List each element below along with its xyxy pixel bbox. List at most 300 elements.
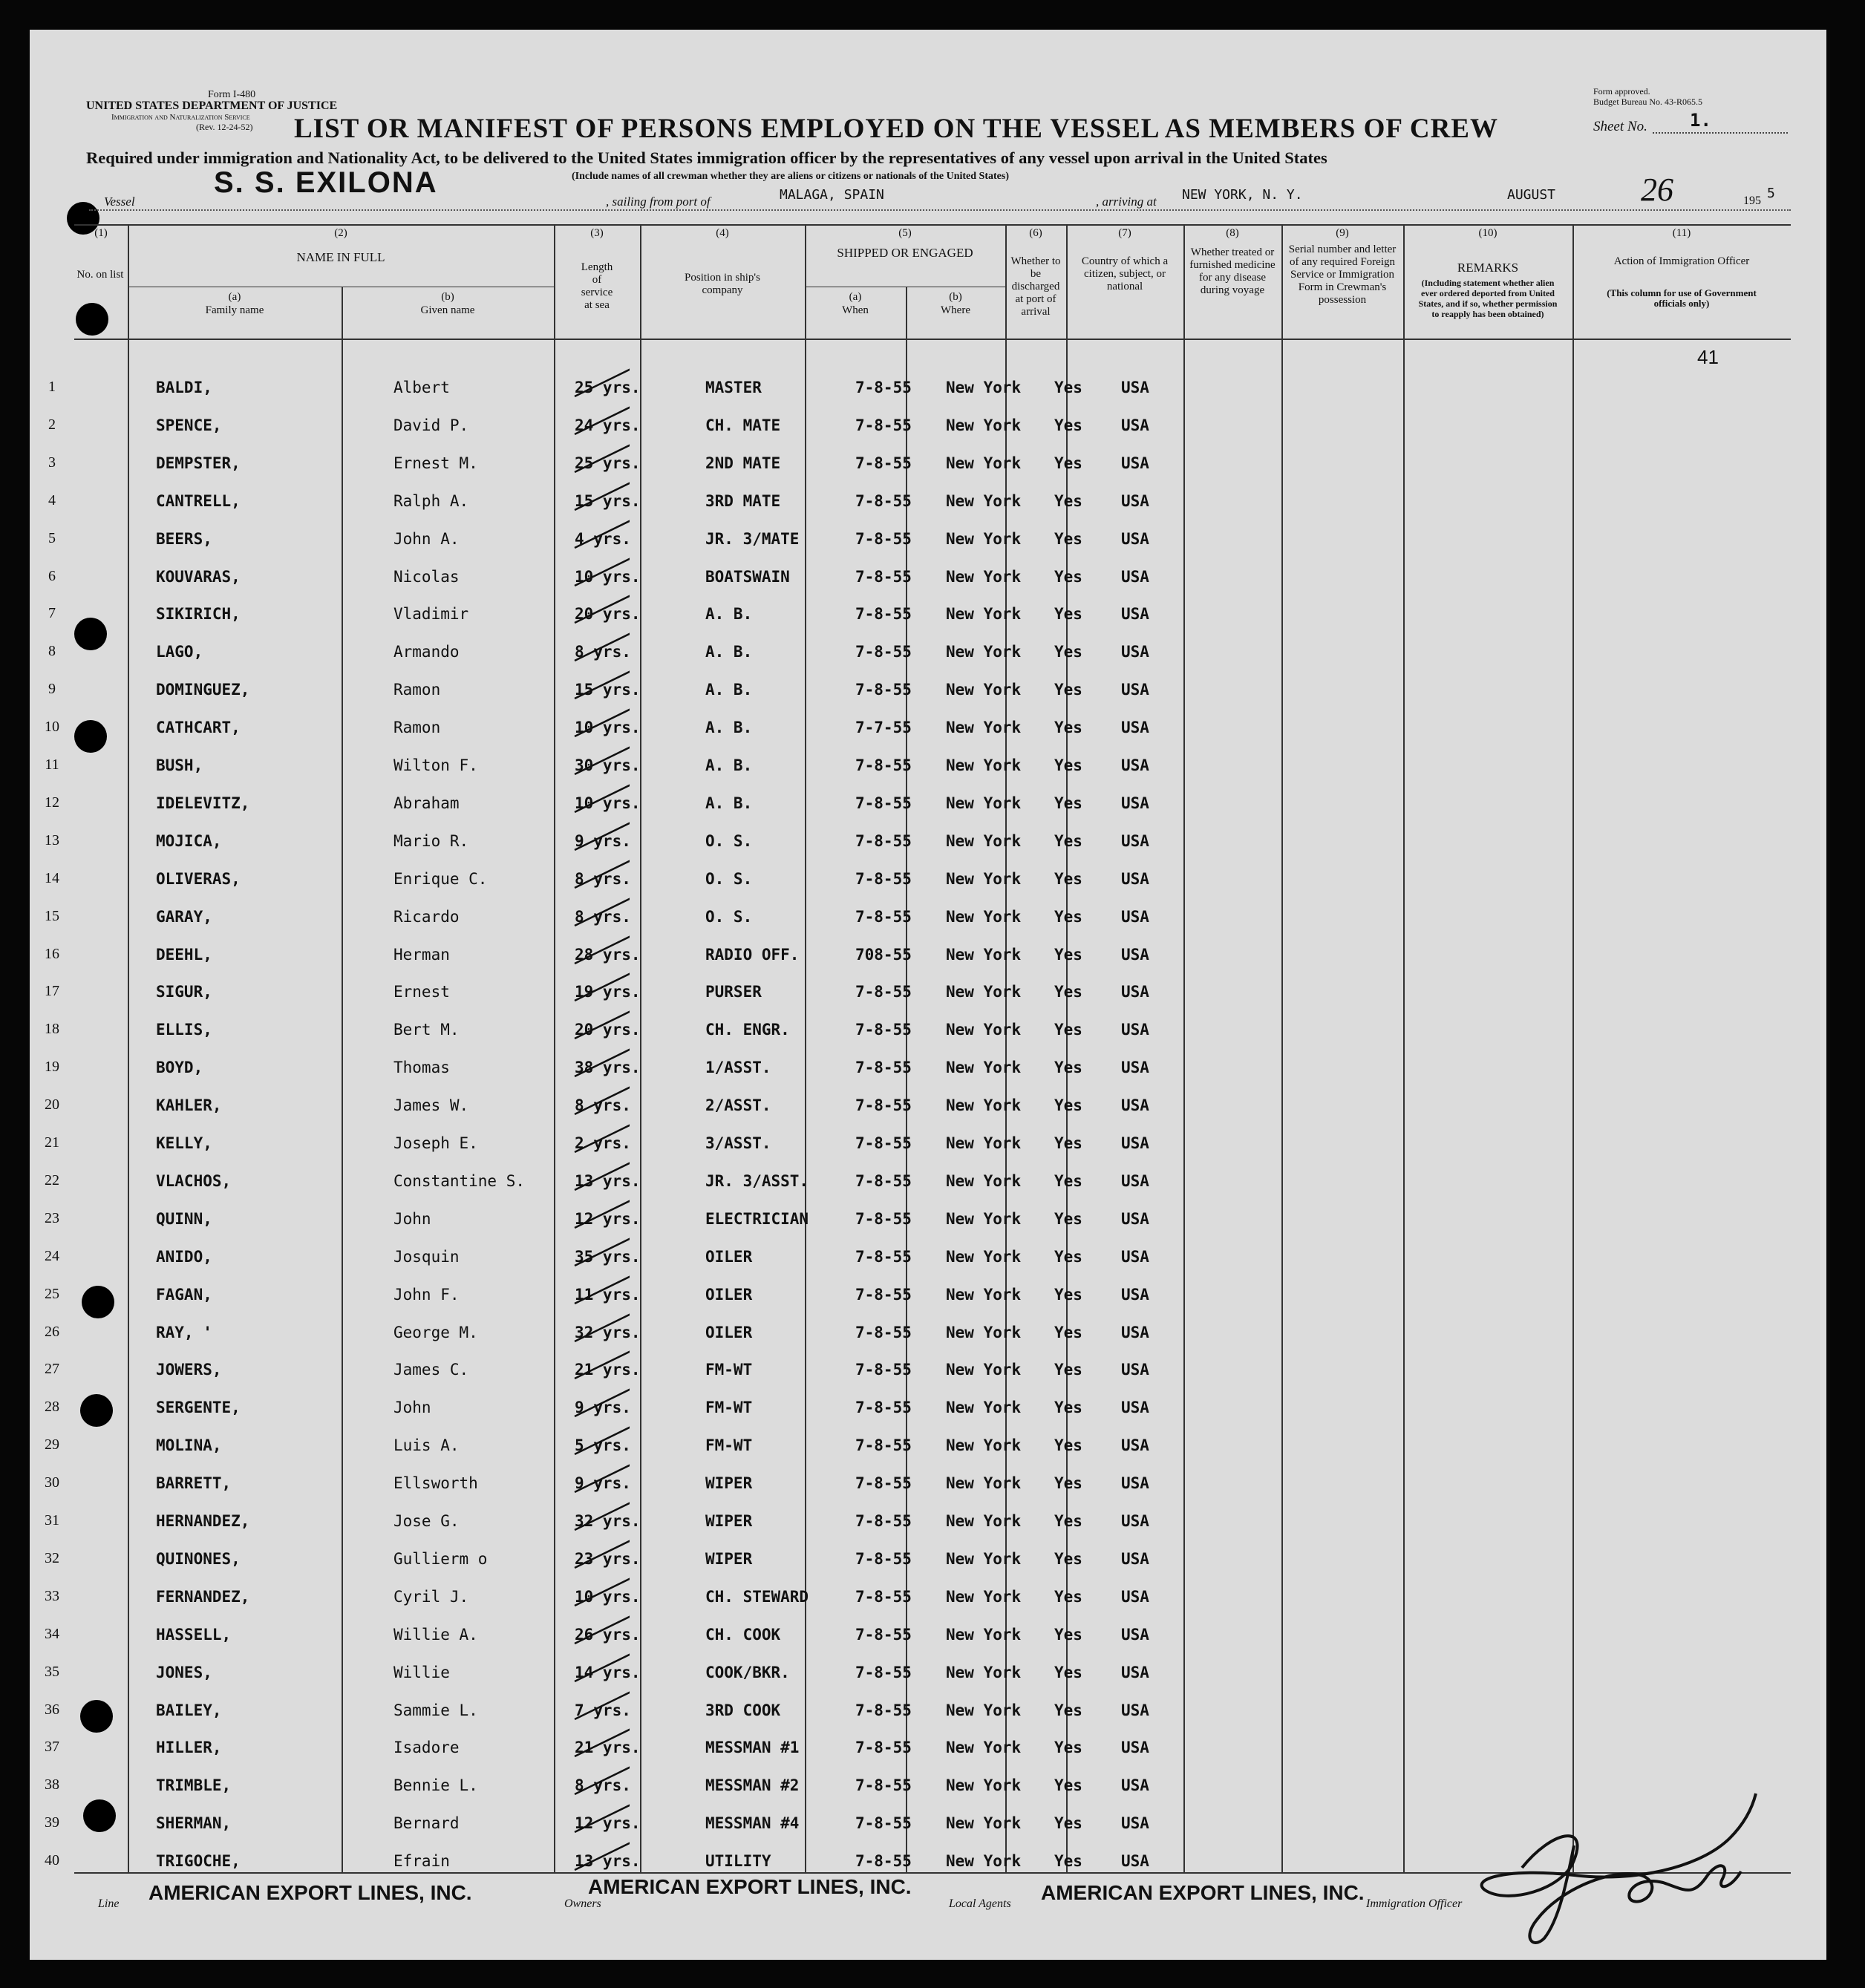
cell-country: USA: [1121, 1436, 1149, 1455]
cell-given: Jose G.: [393, 1512, 460, 1530]
agents-label: Local Agents: [949, 1897, 1011, 1910]
cell-no: 4: [48, 491, 56, 509]
cell-position: JR. 3/MATE: [705, 529, 800, 548]
arrival-year-prefix: 195: [1743, 194, 1761, 207]
cell-where: New York: [946, 1776, 1022, 1795]
cell-given: Ellsworth: [393, 1474, 478, 1493]
cell-position: A. B.: [705, 756, 753, 774]
cell-position: O. S.: [705, 869, 753, 888]
cell-position: COOK/BKR.: [705, 1663, 790, 1681]
col-5-number: (5): [898, 227, 912, 239]
table-row: [48, 599, 1789, 636]
cell-discharged: Yes: [1054, 1399, 1082, 1417]
cell-service: 11 yrs.: [575, 1285, 641, 1304]
cell-when: 7-8-55: [855, 1474, 912, 1493]
cell-family: OLIVERAS,: [156, 869, 241, 888]
cell-country: USA: [1121, 1096, 1149, 1115]
revision: (Rev. 12-24-52): [196, 122, 253, 132]
cell-discharged: Yes: [1054, 1852, 1082, 1871]
cell-where: New York: [946, 605, 1022, 624]
col-6-number: (6): [1029, 227, 1042, 239]
cell-position: A. B.: [705, 794, 753, 812]
sailing-label: , sailing from port of: [606, 194, 711, 209]
cell-when: 7-8-55: [855, 1361, 912, 1379]
cell-when: 7-8-55: [855, 379, 912, 396]
table-row: [45, 788, 1789, 825]
cell-discharged: Yes: [1054, 454, 1082, 472]
cell-no: 3: [48, 454, 56, 471]
cell-given: James C.: [393, 1361, 469, 1379]
cell-discharged: Yes: [1054, 983, 1082, 1001]
cell-where: New York: [946, 1852, 1022, 1871]
cell-discharged: Yes: [1054, 1739, 1082, 1757]
cell-position: 1/ASST.: [705, 1059, 771, 1077]
cell-family: DEEHL,: [156, 945, 212, 964]
cell-family: MOJICA,: [156, 831, 222, 850]
officer-label: Immigration Officer: [1366, 1897, 1463, 1910]
cell-where: New York: [946, 681, 1022, 699]
cell-position: A. B.: [705, 605, 753, 624]
cell-position: OILER: [705, 1323, 753, 1341]
col-2-header: NAME IN FULL: [296, 250, 385, 264]
col-4-number: (4): [716, 227, 729, 239]
cell-family: SIGUR,: [156, 983, 212, 1001]
cell-when: 7-8-55: [855, 643, 912, 661]
col-2b-header: Given name: [420, 304, 475, 316]
arriving-label: , arriving at: [1096, 194, 1157, 209]
cell-where: New York: [946, 1399, 1022, 1417]
cell-where: New York: [946, 1474, 1022, 1493]
cell-no: 2: [48, 416, 56, 433]
cell-no: 10: [45, 719, 59, 736]
cell-service: 9 yrs.: [575, 1399, 631, 1417]
table-row: [45, 902, 1789, 939]
department: UNITED STATES DEPARTMENT OF JUSTICE: [86, 99, 338, 112]
cell-when: 7-8-55: [855, 454, 912, 472]
cell-where: New York: [946, 1814, 1022, 1833]
cell-family: GARAY,: [156, 907, 212, 926]
cell-country: USA: [1121, 1814, 1149, 1833]
cell-family: HASSELL,: [156, 1625, 232, 1644]
cell-given: Ramon: [393, 719, 441, 737]
cell-service: 30 yrs.: [575, 756, 641, 774]
cell-family: SERGENTE,: [156, 1399, 241, 1417]
line-label: Line: [98, 1897, 120, 1910]
cell-given: Ernest M.: [393, 454, 478, 472]
cell-when: 7-8-55: [855, 1549, 912, 1568]
cell-discharged: Yes: [1054, 1587, 1082, 1606]
cell-country: USA: [1121, 491, 1149, 510]
table-row: [48, 486, 1789, 523]
cell-position: 3RD COOK: [705, 1701, 781, 1719]
cell-given: Abraham: [393, 794, 460, 812]
cell-country: USA: [1121, 831, 1149, 850]
table-row: [45, 1620, 1789, 1657]
cell-country: USA: [1121, 719, 1149, 737]
cell-country: USA: [1121, 1323, 1149, 1341]
cell-service: 12 yrs.: [575, 1814, 641, 1833]
cell-family: FERNANDEZ,: [156, 1587, 250, 1606]
cell-no: 6: [48, 567, 56, 584]
cell-no: 29: [45, 1436, 59, 1454]
cell-service: 8 yrs.: [575, 1776, 631, 1795]
punch-hole: [74, 618, 107, 650]
cell-given: Josquin: [393, 1247, 460, 1266]
approval-line-1: Form approved.: [1593, 86, 1650, 97]
cell-where: New York: [946, 907, 1022, 926]
cell-family: RAY, ': [156, 1323, 212, 1341]
vessel-underline: [89, 209, 1791, 211]
cell-family: JOWERS,: [156, 1361, 222, 1379]
col-2a-header: Family name: [205, 304, 264, 316]
cell-service: 8 yrs.: [575, 869, 631, 888]
cell-country: USA: [1121, 1474, 1149, 1493]
cell-no: 37: [45, 1739, 59, 1756]
cell-family: ELLIS,: [156, 1021, 212, 1039]
cell-service: 19 yrs.: [575, 983, 641, 1001]
col-1-number: (1): [94, 227, 108, 239]
cell-no: 27: [45, 1361, 59, 1378]
cell-country: USA: [1121, 454, 1149, 472]
cell-when: 7-8-55: [855, 1021, 912, 1039]
cell-family: IDELEVITZ,: [156, 794, 250, 812]
table-row: [45, 1166, 1789, 1203]
cell-country: USA: [1121, 907, 1149, 926]
cell-position: MESSMAN #4: [705, 1814, 800, 1833]
owners-company: AMERICAN EXPORT LINES, INC.: [588, 1875, 912, 1898]
cell-position: MASTER: [705, 379, 762, 396]
cell-position: CH. STEWARD: [705, 1587, 809, 1606]
cell-service: 21 yrs.: [575, 1361, 641, 1379]
cell-given: Isadore: [393, 1739, 460, 1757]
cell-when: 7-8-55: [855, 1209, 912, 1228]
officer-count: 41: [1697, 346, 1719, 368]
cell-family: BARRETT,: [156, 1474, 232, 1493]
cell-family: VLACHOS,: [156, 1171, 232, 1190]
cell-given: David P.: [393, 416, 469, 434]
manifest-sheet: [30, 30, 1826, 1960]
cell-country: USA: [1121, 1285, 1149, 1304]
cell-when: 7-8-55: [855, 1323, 912, 1341]
cell-position: ELECTRICIAN: [705, 1209, 809, 1228]
col-6-header: Whether to be discharged at port of arrival: [1010, 255, 1061, 318]
cell-family: QUINN,: [156, 1209, 212, 1228]
cell-family: BEERS,: [156, 529, 212, 548]
cell-country: USA: [1121, 643, 1149, 661]
cell-service: 10 yrs.: [575, 794, 641, 812]
cell-when: 7-8-55: [855, 794, 912, 812]
punch-hole: [76, 303, 108, 336]
col-5a-header: When: [842, 304, 869, 316]
cell-given: Joseph E.: [393, 1134, 478, 1152]
col-8-number: (8): [1226, 227, 1239, 239]
cell-service: 10 yrs.: [575, 567, 641, 586]
cell-discharged: Yes: [1054, 643, 1082, 661]
cell-no: 13: [45, 831, 59, 849]
cell-no: 24: [45, 1247, 59, 1264]
check-mark: [570, 1833, 630, 1877]
cell-where: New York: [946, 1549, 1022, 1568]
cell-family: TRIGOCHE,: [156, 1852, 241, 1871]
punch-hole: [74, 720, 107, 753]
cell-when: 7-8-55: [855, 529, 912, 548]
table-row: [45, 1242, 1789, 1279]
col-2b-number: (b): [441, 291, 454, 303]
cell-given: John: [393, 1209, 431, 1228]
form-number: Form I-480: [208, 89, 256, 100]
cell-no: 26: [45, 1323, 59, 1340]
table-row: [48, 562, 1789, 599]
cell-no: 22: [45, 1171, 59, 1188]
cell-service: 10 yrs.: [575, 719, 641, 737]
cell-where: New York: [946, 491, 1022, 510]
cell-position: WIPER: [705, 1549, 753, 1568]
cell-given: Ramon: [393, 681, 441, 699]
cell-discharged: Yes: [1054, 756, 1082, 774]
cell-position: MESSMAN #1: [705, 1739, 800, 1757]
cell-family: DOMINGUEZ,: [156, 681, 250, 699]
cell-discharged: Yes: [1054, 1549, 1082, 1568]
cell-service: 5 yrs.: [575, 1436, 631, 1455]
cell-discharged: Yes: [1054, 1285, 1082, 1304]
cell-discharged: Yes: [1054, 1096, 1082, 1115]
cell-given: Armando: [393, 643, 460, 661]
cell-where: New York: [946, 529, 1022, 548]
cell-discharged: Yes: [1054, 529, 1082, 548]
service-name: Immigration and Naturalization Service: [111, 113, 250, 122]
col-2-number: (2): [334, 227, 347, 239]
cell-discharged: Yes: [1054, 1323, 1082, 1341]
cell-position: A. B.: [705, 643, 753, 661]
cell-given: Willie: [393, 1663, 450, 1681]
arrival-port: NEW YORK, N. Y.: [1182, 187, 1303, 203]
cell-no: 31: [45, 1512, 59, 1528]
cell-family: JONES,: [156, 1663, 212, 1681]
agents-company: AMERICAN EXPORT LINES, INC.: [1041, 1881, 1365, 1904]
cell-country: USA: [1121, 416, 1149, 434]
cell-no: 20: [45, 1096, 59, 1114]
cell-discharged: Yes: [1054, 1701, 1082, 1719]
cell-no: 15: [45, 907, 59, 924]
cell-discharged: Yes: [1054, 1512, 1082, 1530]
cell-when: 7-8-55: [855, 491, 912, 510]
col-9-header: Serial number and letter of any required Foreign Service or Immigration Form in Crewman's possession: [1288, 243, 1397, 306]
cell-position: UTILITY: [705, 1852, 771, 1871]
officer-signature: [1463, 1779, 1774, 1957]
cell-when: 7-8-55: [855, 605, 912, 624]
table-row: [45, 1733, 1789, 1770]
cell-discharged: Yes: [1054, 719, 1082, 737]
table-row: [45, 1204, 1789, 1241]
cell-when: 7-8-55: [855, 983, 912, 1001]
cell-when: 7-8-55: [855, 831, 912, 850]
cell-position: O. S.: [705, 907, 753, 926]
cell-given: Nicolas: [393, 567, 460, 586]
cell-family: SHERMAN,: [156, 1814, 232, 1833]
punch-hole: [82, 1286, 114, 1318]
cell-given: Willie A.: [393, 1625, 478, 1644]
cell-position: BOATSWAIN: [705, 567, 790, 586]
cell-when: 7-8-55: [855, 756, 912, 774]
cell-when: 7-8-55: [855, 1285, 912, 1304]
cell-when: 7-8-55: [855, 416, 912, 434]
cell-where: New York: [946, 643, 1022, 661]
cell-where: New York: [946, 756, 1022, 774]
table-row: [48, 411, 1789, 448]
cell-country: USA: [1121, 1209, 1149, 1228]
cell-service: 20 yrs.: [575, 1021, 641, 1039]
cell-discharged: Yes: [1054, 1134, 1082, 1152]
cell-when: 7-8-55: [855, 1739, 912, 1757]
cell-when: 7-8-55: [855, 1436, 912, 1455]
cell-service: 9 yrs.: [575, 831, 631, 850]
cell-country: USA: [1121, 1739, 1149, 1757]
cell-service: 8 yrs.: [575, 1096, 631, 1115]
cell-no: 40: [45, 1852, 59, 1869]
cell-position: JR. 3/ASST.: [705, 1171, 809, 1190]
col-11-number: (11): [1672, 227, 1691, 239]
cell-family: HERNANDEZ,: [156, 1512, 250, 1530]
cell-when: 7-8-55: [855, 1134, 912, 1152]
cell-when: 7-8-55: [855, 1776, 912, 1795]
cell-no: 34: [45, 1625, 59, 1642]
cell-family: SIKIRICH,: [156, 605, 241, 624]
cell-position: 3/ASST.: [705, 1134, 771, 1152]
punch-hole: [80, 1700, 113, 1733]
cell-where: New York: [946, 1059, 1022, 1077]
cell-given: Gullierm o: [393, 1549, 488, 1568]
cell-service: 21 yrs.: [575, 1739, 641, 1757]
cell-given: Ricardo: [393, 907, 460, 926]
cell-country: USA: [1121, 869, 1149, 888]
table-row: [45, 1696, 1789, 1733]
cell-no: 18: [45, 1021, 59, 1038]
cell-position: FM-WT: [705, 1361, 753, 1379]
table-row: [45, 1128, 1789, 1165]
cell-where: New York: [946, 416, 1022, 434]
cell-given: George M.: [393, 1323, 478, 1341]
cell-position: 3RD MATE: [705, 491, 781, 510]
vessel-label: Vessel: [104, 194, 135, 209]
cell-when: 7-8-55: [855, 681, 912, 699]
table-header-rule: [74, 339, 1791, 340]
cell-position: PURSER: [705, 983, 762, 1001]
cell-position: RADIO OFF.: [705, 945, 800, 964]
col-11-note: (This column for use of Government officials only): [1607, 287, 1757, 309]
cell-when: 7-8-55: [855, 1625, 912, 1644]
cell-where: New York: [946, 1512, 1022, 1530]
table-row: [45, 1015, 1789, 1052]
cell-given: Luis A.: [393, 1436, 460, 1455]
page-subtitle: Required under immigration and Nationality Act, to be delivered to the United States immigration officer by the representatives of any vessel upon arrival in the United States: [86, 148, 1327, 167]
cell-when: 7-8-55: [855, 1701, 912, 1719]
table-row: [45, 1506, 1789, 1543]
cell-position: CH. MATE: [705, 416, 781, 434]
cell-given: Vladimir: [393, 605, 469, 624]
cell-no: 39: [45, 1814, 59, 1831]
cell-no: 8: [48, 643, 56, 660]
cell-family: QUINONES,: [156, 1549, 241, 1568]
cell-no: 14: [45, 869, 59, 886]
cell-service: 4 yrs.: [575, 529, 631, 548]
table-row: [45, 1318, 1789, 1355]
cell-service: 32 yrs.: [575, 1323, 641, 1341]
cell-no: 11: [45, 756, 59, 773]
cell-service: 35 yrs.: [575, 1247, 641, 1266]
cell-country: USA: [1121, 983, 1149, 1001]
cell-no: 19: [45, 1059, 59, 1076]
cell-service: 25 yrs.: [575, 454, 641, 472]
cell-country: USA: [1121, 945, 1149, 964]
cell-given: Bernard: [393, 1814, 460, 1833]
cell-given: Albert: [393, 379, 450, 396]
cell-discharged: Yes: [1054, 1171, 1082, 1190]
cell-no: 5: [48, 529, 56, 546]
cell-when: 7-8-55: [855, 1171, 912, 1190]
cell-position: A. B.: [705, 681, 753, 699]
cell-service: 10 yrs.: [575, 1587, 641, 1606]
cell-discharged: Yes: [1054, 1436, 1082, 1455]
col-9-number: (9): [1336, 227, 1349, 239]
table-row: [45, 826, 1789, 863]
col-5b-header: Where: [941, 304, 970, 316]
table-row: [48, 675, 1789, 712]
cell-no: 7: [48, 605, 56, 622]
col-10-number: (10): [1478, 227, 1497, 239]
col-7-header: Country of which a citizen, subject, or national: [1081, 255, 1169, 292]
cell-discharged: Yes: [1054, 907, 1082, 926]
cell-no: 12: [45, 794, 59, 811]
cell-where: New York: [946, 869, 1022, 888]
cell-discharged: Yes: [1054, 1625, 1082, 1644]
cell-given: John A.: [393, 529, 460, 548]
table-top-rule: [74, 224, 1791, 226]
cell-country: USA: [1121, 681, 1149, 699]
cell-where: New York: [946, 567, 1022, 586]
cell-no: 23: [45, 1209, 59, 1226]
cell-discharged: Yes: [1054, 379, 1082, 396]
cell-discharged: Yes: [1054, 945, 1082, 964]
cell-family: SPENCE,: [156, 416, 222, 434]
cell-family: HILLER,: [156, 1739, 222, 1757]
table-row: [45, 1658, 1789, 1695]
cell-discharged: Yes: [1054, 794, 1082, 812]
cell-family: FAGAN,: [156, 1285, 212, 1304]
cell-where: New York: [946, 1247, 1022, 1266]
cell-discharged: Yes: [1054, 1474, 1082, 1493]
cell-where: New York: [946, 983, 1022, 1001]
cell-where: New York: [946, 1701, 1022, 1719]
owners-label: Owners: [564, 1897, 601, 1910]
sheet-underline: [1653, 132, 1788, 134]
cell-family: BALDI,: [156, 379, 212, 396]
cell-when: 7-8-55: [855, 1587, 912, 1606]
cell-family: CATHCART,: [156, 719, 241, 737]
cell-where: New York: [946, 1171, 1022, 1190]
cell-service: 12 yrs.: [575, 1209, 641, 1228]
cell-service: 23 yrs.: [575, 1549, 641, 1568]
cell-discharged: Yes: [1054, 416, 1082, 434]
punch-hole: [80, 1394, 113, 1427]
table-row: [45, 977, 1789, 1014]
cell-when: 7-8-55: [855, 1059, 912, 1077]
cell-when: 7-8-55: [855, 1663, 912, 1681]
cell-service: 26 yrs.: [575, 1625, 641, 1644]
cell-when: 7-8-55: [855, 1814, 912, 1833]
cell-given: Ernest: [393, 983, 450, 1001]
line-company: AMERICAN EXPORT LINES, INC.: [148, 1881, 472, 1904]
cell-service: 25 yrs.: [575, 379, 641, 396]
